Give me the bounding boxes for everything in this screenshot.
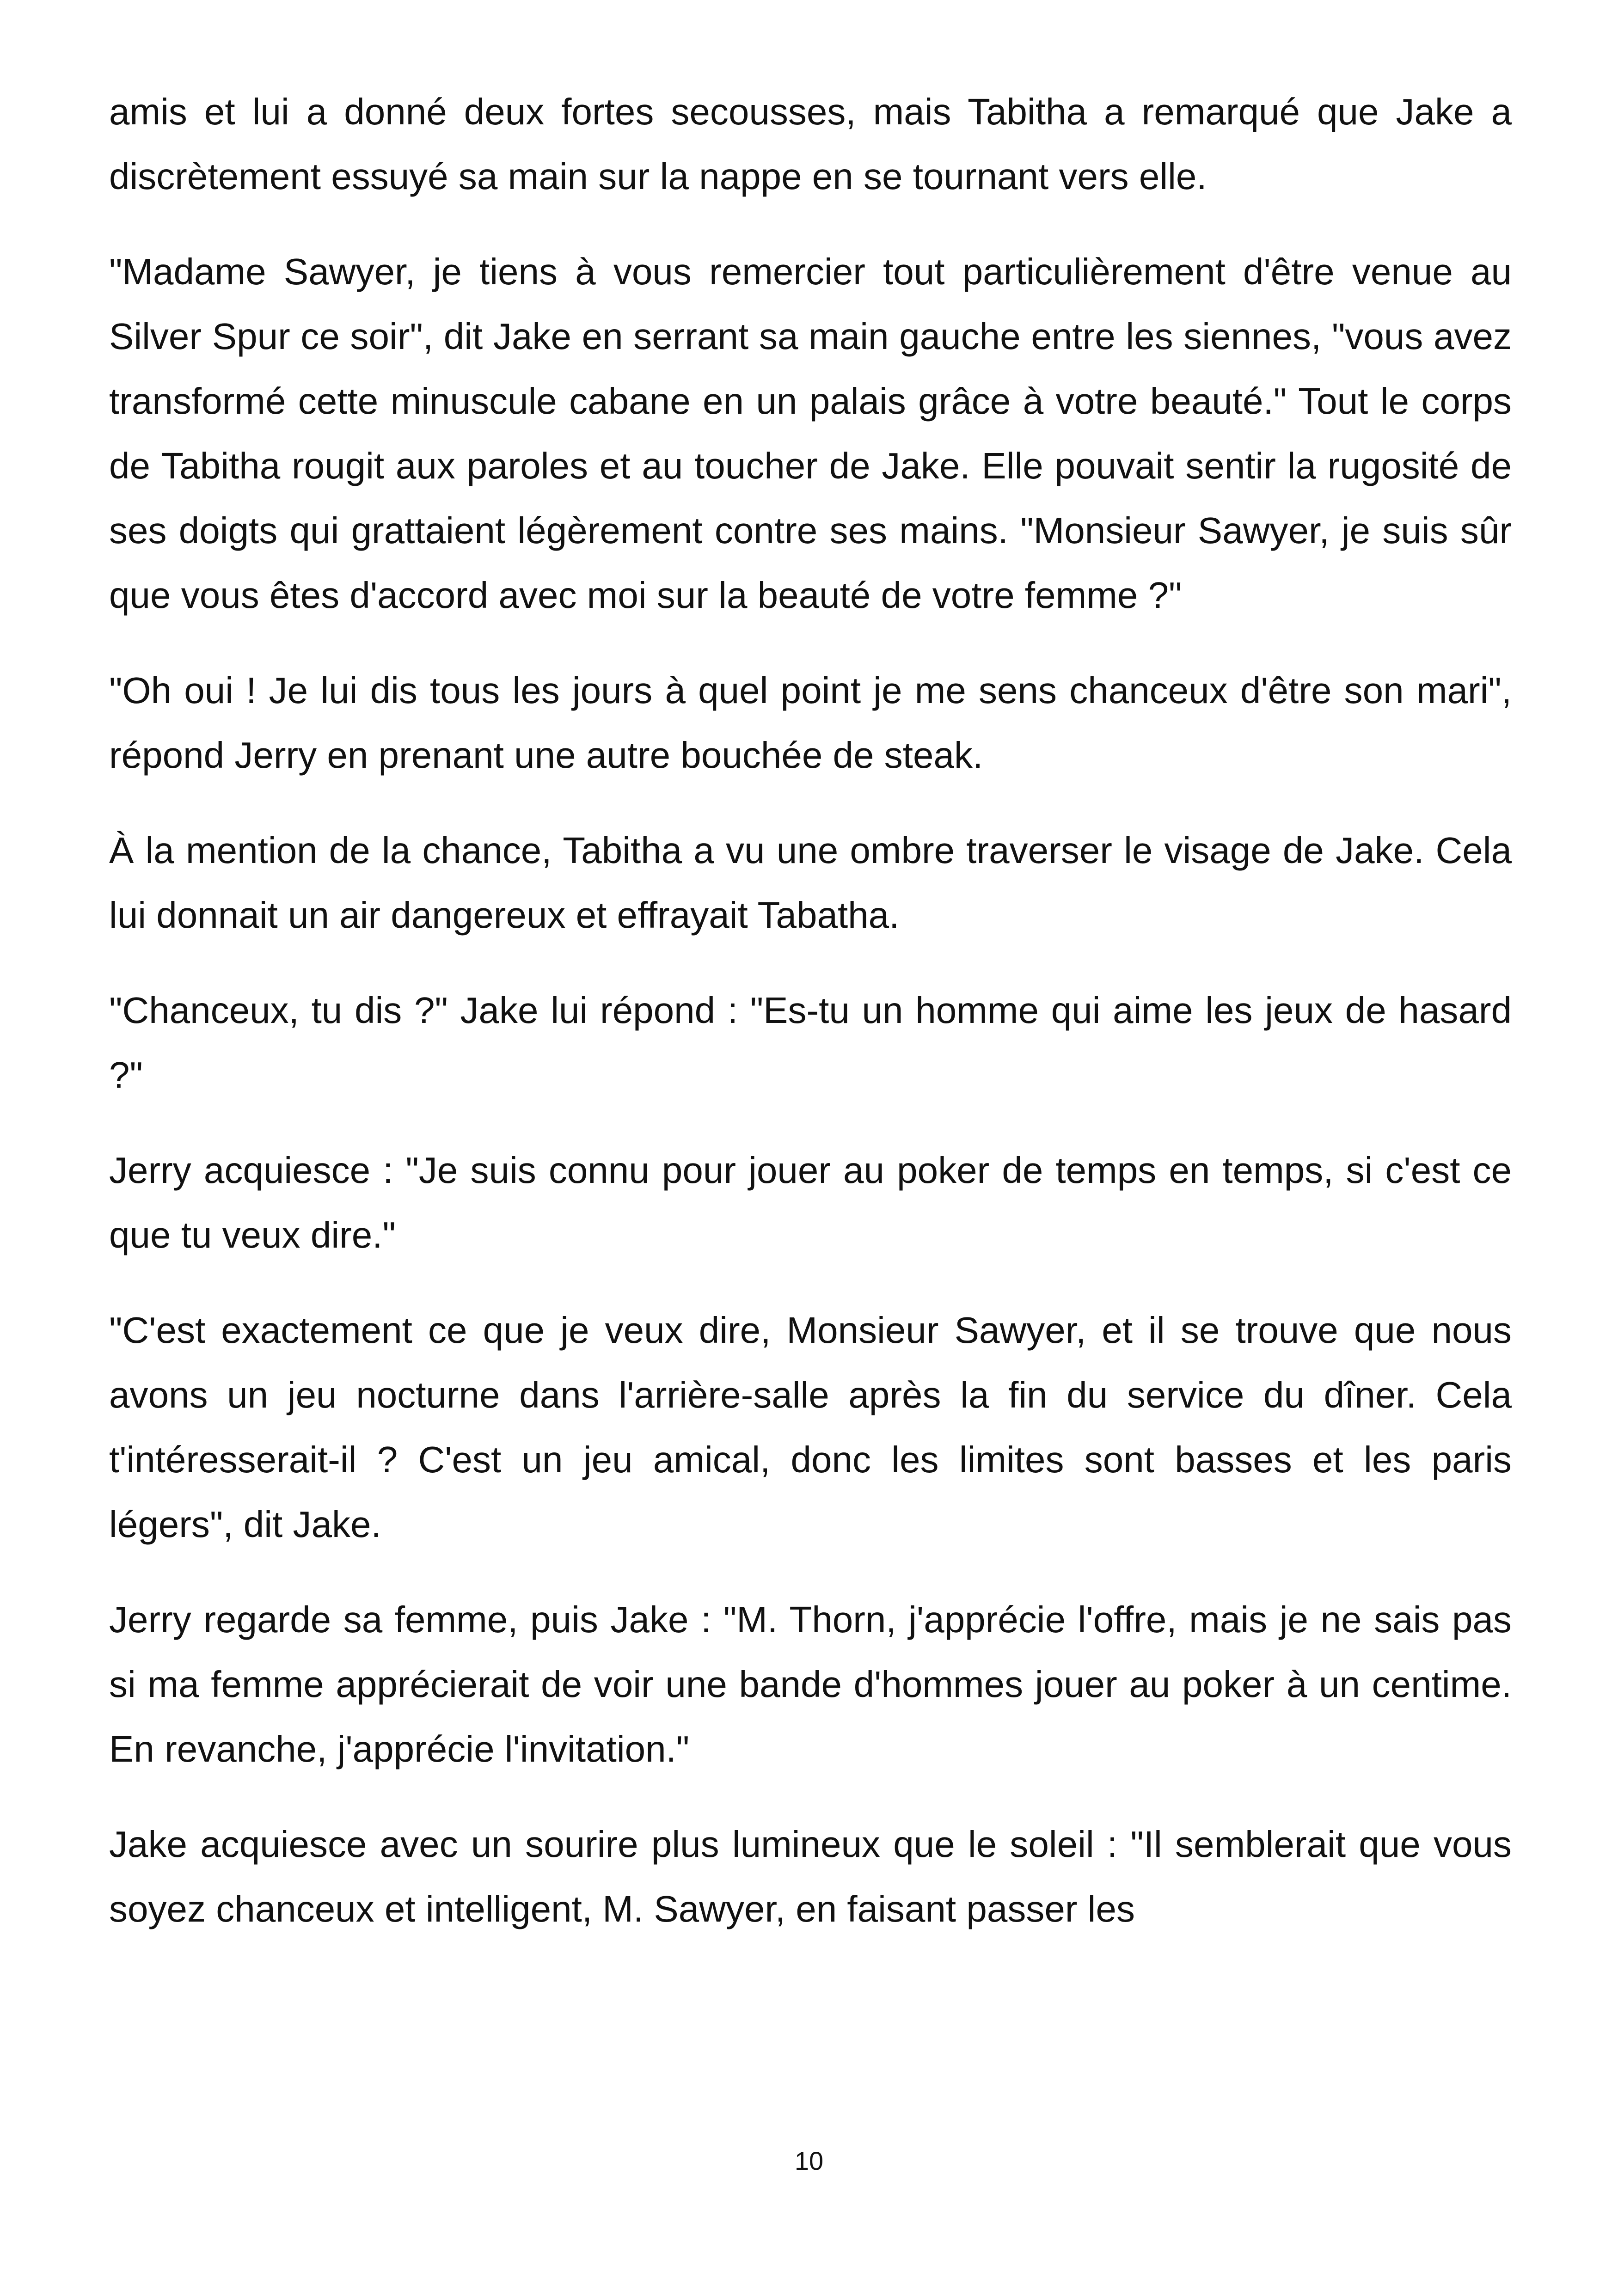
paragraph-8: Jerry regarde sa femme, puis Jake : "M. Thorn, j'apprécie l'offre, mais je ne sais pas si ma femme apprécierait de voir une bande d'hommes jouer au poker à un centime. En revanche, j'apprécie l'invitation." [109, 1599, 1512, 1769]
paragraph-1: amis et lui a donné deux fortes secousses, mais Tabitha a remarqué que Jake a discrètement essuyé sa main sur la nappe en se tournant vers elle. [109, 91, 1512, 197]
paragraph-5: "Chanceux, tu dis ?" Jake lui répond : "Es-tu un homme qui aime les jeux de hasard ?" [109, 990, 1512, 1096]
paragraph-7: "C'est exactement ce que je veux dire, Monsieur Sawyer, et il se trouve que nous avons un jeu nocturne dans l'arrière-salle après la fin du service du dîner. Cela t'intéresserait-il ? C'est un jeu amical, donc les limites sont basses et les paris légers", dit Jake. [109, 1310, 1512, 1545]
body-text [109, 80, 1512, 1972]
paragraph-6: Jerry acquiesce : "Je suis connu pour jouer au poker de temps en temps, si c'est ce que tu veux dire." [109, 1150, 1512, 1255]
paragraph-9: Jake acquiesce avec un sourire plus lumineux que le soleil : "Il semblerait que vous soyez chanceux et intelligent, M. Sawyer, en faisant passer les [109, 1824, 1512, 1929]
paragraph-2: "Madame Sawyer, je tiens à vous remercier tout particulièrement d'être venue au Silver Spur ce soir", dit Jake en serrant sa main gauche entre les siennes, "vous avez transformé cette minuscule cabane en un palais grâce à votre beauté." Tout le corps de Tabitha rougit aux paroles et au toucher de Jake. Elle pouvait sentir la rugosité de ses doigts qui grattaient légèrement contre ses mains. "Monsieur Sawyer, je suis sûr que vous êtes d'accord avec moi sur la beauté de votre femme ?" [109, 251, 1512, 616]
paragraph-4: À la mention de la chance, Tabitha a vu une ombre traverser le visage de Jake. Cela lui donnait un air dangereux et effrayait Tabatha. [109, 830, 1512, 936]
paragraph-3: "Oh oui ! Je lui dis tous les jours à quel point je me sens chanceux d'être son mari", répond Jerry en prenant une autre bouchée de steak. [109, 670, 1512, 776]
page-number: 10 [794, 2146, 824, 2175]
